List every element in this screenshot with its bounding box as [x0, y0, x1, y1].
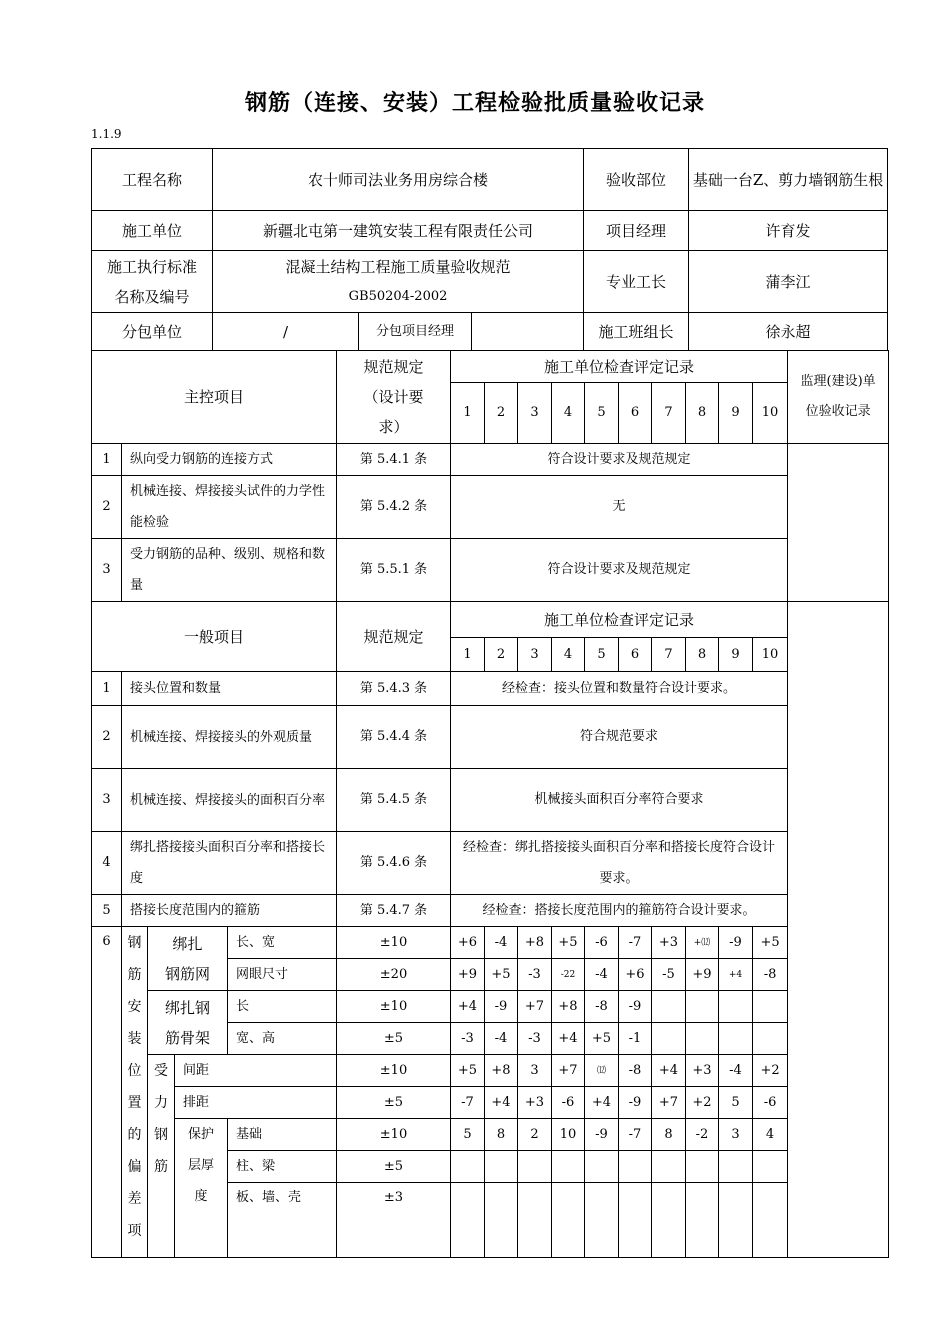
main-col-2: 2 [485, 383, 518, 444]
dev-row-tol: ±10 [337, 927, 451, 959]
main-row-no: 3 [92, 539, 122, 602]
standard [213, 251, 584, 313]
team-leader-label: 施工班组长 [584, 313, 689, 351]
dev-cell: +6 [451, 927, 485, 959]
supervision-label [788, 351, 889, 444]
dev-cell: -6 [753, 1087, 788, 1119]
deviation-char: 钢 [127, 935, 142, 951]
dev-cell: +4 [585, 1087, 619, 1119]
main-col-8: 8 [686, 383, 719, 444]
general-row-name: 搭接长度范围内的箍筋 [122, 895, 337, 927]
dev-cell: +9 [686, 959, 719, 991]
dev-cell [518, 1183, 552, 1258]
dev-cell [753, 1151, 788, 1183]
general-col-3: 3 [518, 638, 552, 672]
dev-cell: +7 [518, 991, 552, 1023]
dev-cell: -1 [619, 1023, 652, 1055]
general-row-result: 经检查：接头位置和数量符合设计要求。 [451, 672, 788, 706]
dev-row-tol: ±3 [337, 1183, 451, 1258]
dev-cell: +⑿ [686, 927, 719, 959]
dev-cell: +4 [451, 991, 485, 1023]
main-spec-label-1: 规范规定 [363, 358, 424, 376]
general-record-label: 施工单位检查评定记录 [451, 602, 788, 638]
dev-cell [485, 1183, 518, 1258]
dev-cell: -4 [719, 1055, 753, 1087]
main-col-9: 9 [719, 383, 753, 444]
deviation-char: 筋 [127, 967, 142, 983]
main-row-name: 机械连接、焊接接头试件的力学性能检验 [122, 476, 337, 539]
main-record-label: 施工单位检查评定记录 [451, 351, 788, 383]
dev-cell: +5 [585, 1023, 619, 1055]
dev-row-name: 基础 [228, 1119, 337, 1151]
dev-cell [719, 1023, 753, 1055]
dev-row-name: 板、墙、壳 [228, 1183, 337, 1258]
standard-name: 混凝土结构工程施工质量验收规范 [285, 257, 511, 276]
dev-cell: -8 [585, 991, 619, 1023]
dev-row-tol: ±5 [337, 1087, 451, 1119]
page-title: 钢筋（连接、安装）工程检验批质量验收记录 [244, 91, 705, 116]
general-row-result: 机械接头面积百分率符合要求 [451, 769, 788, 832]
general-col-9: 9 [719, 638, 753, 672]
dev-cell: -9 [719, 927, 753, 959]
deviation-char: 的 [127, 1127, 142, 1143]
dev-cell: +8 [485, 1055, 518, 1087]
dev-cell: +7 [652, 1087, 686, 1119]
general-col-1: 1 [451, 638, 485, 672]
general-row-clause: 第 5.4.3 条 [337, 672, 451, 706]
dev-cell: -7 [619, 1119, 652, 1151]
dev-cell: 5 [451, 1119, 485, 1151]
main-col-7: 7 [652, 383, 686, 444]
dev-cell: -8 [753, 959, 788, 991]
stressed-char: 力 [154, 1095, 168, 1111]
general-col-10: 10 [753, 638, 788, 672]
cover-label-3: 度 [194, 1189, 208, 1204]
dev-cell [652, 1183, 686, 1258]
dev-cell [585, 1183, 619, 1258]
general-row-no: 2 [92, 706, 122, 769]
dev-cell: -9 [585, 1119, 619, 1151]
main-row-clause: 第 5.5.1 条 [337, 539, 451, 602]
general-row-result: 经检查：搭接长度范围内的箍筋符合设计要求。 [451, 895, 788, 927]
deviation-char: 偏 [127, 1159, 142, 1175]
dev-row-tol: ±20 [337, 959, 451, 991]
general-row-no: 3 [92, 769, 122, 832]
dev-cell [652, 991, 686, 1023]
dev-cell [652, 1023, 686, 1055]
dev-cell [719, 991, 753, 1023]
general-row-clause: 第 5.4.6 条 [337, 832, 451, 895]
dev-cell: -3 [518, 959, 552, 991]
general-col-7: 7 [652, 638, 686, 672]
subcontractor: / [213, 313, 359, 351]
construction-unit-label: 施工单位 [92, 211, 213, 251]
general-col-8: 8 [686, 638, 719, 672]
dev-cell: 3 [719, 1119, 753, 1151]
dev-cell [518, 1151, 552, 1183]
deviation-char: 安 [127, 999, 142, 1015]
dev-cell [585, 1151, 619, 1183]
inspection-part: 基础一台Z、剪力墙钢筋生根 [689, 149, 888, 211]
frame-label-1: 绑扎钢 [164, 998, 210, 1017]
general-row-name: 绑扎搭接接头面积百分率和搭接长度 [122, 832, 337, 895]
main-col-10: 10 [753, 383, 788, 444]
dev-cell [686, 1183, 719, 1258]
frame-label [148, 991, 228, 1055]
general-row-name: 接头位置和数量 [122, 672, 337, 706]
mesh-label-1: 绑扎 [172, 934, 203, 953]
dev-cell: -4 [485, 927, 518, 959]
dev-cell: -9 [485, 991, 518, 1023]
standard-code: GB50204-2002 [348, 288, 448, 304]
general-row-no: 5 [92, 895, 122, 927]
general-row-clause: 第 5.4.7 条 [337, 895, 451, 927]
sub-manager [472, 313, 584, 351]
dev-cell [619, 1151, 652, 1183]
dev-cell: -8 [619, 1055, 652, 1087]
dev-cell: +7 [552, 1055, 585, 1087]
project-manager: 许育发 [689, 211, 888, 251]
project-manager-label: 项目经理 [584, 211, 689, 251]
general-row-name: 机械连接、焊接接头的外观质量 [122, 706, 337, 769]
stressed-label [148, 1055, 175, 1258]
main-row-result: 符合设计要求及规范规定 [451, 539, 788, 602]
stressed-char: 钢 [154, 1127, 168, 1143]
general-row-no: 4 [92, 832, 122, 895]
general-col-6: 6 [619, 638, 652, 672]
form-code: 1.1.9 [91, 127, 122, 141]
main-row-result: 无 [451, 476, 788, 539]
dev-cell: -9 [619, 991, 652, 1023]
dev-cell: -5 [652, 959, 686, 991]
general-row-name: 机械连接、焊接接头的面积百分率 [122, 769, 337, 832]
general-row-clause: 第 5.4.5 条 [337, 769, 451, 832]
main-col-1: 1 [451, 383, 485, 444]
cover-label-1: 保护 [187, 1127, 214, 1142]
dev-cell: +3 [652, 927, 686, 959]
dev-row-tol: ±10 [337, 1119, 451, 1151]
dev-cell: +5 [552, 927, 585, 959]
dev-cell: +6 [619, 959, 652, 991]
dev-cell: 4 [753, 1119, 788, 1151]
subcontractor-label: 分包单位 [92, 313, 213, 351]
dev-cell: +8 [552, 991, 585, 1023]
general-spec-label: 规范规定 [337, 602, 451, 672]
main-control-label: 主控项目 [92, 351, 337, 444]
dev-row-name: 宽、高 [228, 1023, 337, 1055]
project-name: 农十师司法业务用房综合楼 [213, 149, 584, 211]
dev-cell: -2 [686, 1119, 719, 1151]
deviation-no: 6 [92, 927, 122, 1258]
standard-label [92, 251, 213, 313]
stressed-char: 受 [154, 1063, 168, 1079]
sub-manager-label: 分包项目经理 [359, 313, 472, 351]
main-row-result: 符合设计要求及规范规定 [451, 444, 788, 476]
dev-cell: 8 [652, 1119, 686, 1151]
dev-cell: 3 [518, 1055, 552, 1087]
dev-row-tol: ±5 [337, 1023, 451, 1055]
dev-cell [753, 1023, 788, 1055]
dev-cell: +5 [485, 959, 518, 991]
dev-cell [686, 991, 719, 1023]
dev-cell [552, 1151, 585, 1183]
dev-cell: +3 [686, 1055, 719, 1087]
deviation-char: 位 [127, 1063, 142, 1079]
dev-cell: 5 [719, 1087, 753, 1119]
general-row-clause: 第 5.4.4 条 [337, 706, 451, 769]
general-col-5: 5 [585, 638, 619, 672]
main-col-5: 5 [585, 383, 619, 444]
dev-cell [451, 1183, 485, 1258]
deviation-char: 装 [127, 1031, 142, 1047]
dev-cell: -4 [485, 1023, 518, 1055]
general-row-result: 经检查：绑扎搭接接头面积百分率和搭接长度符合设计要求。 [451, 832, 788, 895]
standard-label-line-2: 名称及编号 [114, 287, 190, 306]
dev-cell [552, 1183, 585, 1258]
dev-cell: +2 [753, 1055, 788, 1087]
dev-row-name: 间距 [175, 1055, 337, 1087]
mesh-label-2: 钢筋网 [164, 964, 210, 983]
main-col-3: 3 [518, 383, 552, 444]
cover-label-2: 层厚 [187, 1158, 214, 1173]
dev-cell: ⑿ [585, 1055, 619, 1087]
dev-row-name: 柱、梁 [228, 1151, 337, 1183]
dev-cell [753, 991, 788, 1023]
inspection-table [91, 350, 889, 1258]
main-col-4: 4 [552, 383, 585, 444]
dev-cell: 2 [518, 1119, 552, 1151]
dev-cell [719, 1151, 753, 1183]
dev-cell [451, 1151, 485, 1183]
dev-cell: 10 [552, 1119, 585, 1151]
dev-cell: +9 [451, 959, 485, 991]
mesh-label [148, 927, 228, 991]
dev-row-name: 排距 [175, 1087, 337, 1119]
dev-cell: -4 [585, 959, 619, 991]
general-row-result: 符合规范要求 [451, 706, 788, 769]
dev-cell: -3 [518, 1023, 552, 1055]
dev-cell [619, 1183, 652, 1258]
dev-row-tol: ±10 [337, 1055, 451, 1087]
dev-cell: +5 [451, 1055, 485, 1087]
dev-row-name: 网眼尺寸 [228, 959, 337, 991]
header-table [91, 148, 888, 351]
general-col-4: 4 [552, 638, 585, 672]
main-row-clause: 第 5.4.1 条 [337, 444, 451, 476]
dev-cell: -3 [451, 1023, 485, 1055]
supervision-label-1: 监理(建设)单 [800, 374, 876, 389]
dev-cell: 8 [485, 1119, 518, 1151]
foreman-label: 专业工长 [584, 251, 689, 313]
dev-cell [686, 1023, 719, 1055]
dev-cell: -22 [552, 959, 585, 991]
main-row-no: 1 [92, 444, 122, 476]
stressed-char: 筋 [154, 1159, 168, 1175]
dev-cell [485, 1151, 518, 1183]
dev-cell [686, 1151, 719, 1183]
dev-row-name: 长、宽 [228, 927, 337, 959]
dev-cell: -7 [619, 927, 652, 959]
dev-cell: +8 [518, 927, 552, 959]
dev-cell: -6 [552, 1087, 585, 1119]
dev-cell: +4 [485, 1087, 518, 1119]
deviation-char: 项 [127, 1223, 142, 1239]
main-spec-label-2: （设计要 [363, 388, 424, 406]
main-row-name: 受力钢筋的品种、级别、规格和数量 [122, 539, 337, 602]
construction-unit: 新疆北屯第一建筑安装工程有限责任公司 [213, 211, 584, 251]
dev-cell: -7 [451, 1087, 485, 1119]
dev-cell [753, 1183, 788, 1258]
general-supervision-cell [788, 602, 889, 1258]
cover-label [175, 1119, 228, 1258]
dev-cell [719, 1183, 753, 1258]
dev-cell: +4 [652, 1055, 686, 1087]
supervision-label-2: 位验收记录 [805, 404, 871, 419]
dev-cell: -6 [585, 927, 619, 959]
main-col-6: 6 [619, 383, 652, 444]
dev-row-name: 长 [228, 991, 337, 1023]
dev-cell: -9 [619, 1087, 652, 1119]
team-leader: 徐永超 [689, 313, 888, 351]
foreman: 蒲李江 [689, 251, 888, 313]
main-row-name: 纵向受力钢筋的连接方式 [122, 444, 337, 476]
dev-cell: +5 [753, 927, 788, 959]
dev-row-tol: ±10 [337, 991, 451, 1023]
dev-row-tol: ±5 [337, 1151, 451, 1183]
frame-label-2: 筋骨架 [164, 1028, 210, 1047]
main-supervision-cell [788, 444, 889, 602]
general-col-2: 2 [485, 638, 518, 672]
dev-cell: +2 [686, 1087, 719, 1119]
dev-cell: +4 [719, 959, 753, 991]
dev-cell: +4 [552, 1023, 585, 1055]
main-row-clause: 第 5.4.2 条 [337, 476, 451, 539]
inspection-part-label: 验收部位 [584, 149, 689, 211]
standard-label-line-1: 施工执行标准 [106, 257, 197, 276]
dev-cell: +3 [518, 1087, 552, 1119]
main-spec-label [337, 351, 451, 444]
general-label: 一般项目 [92, 602, 337, 672]
dev-cell [652, 1151, 686, 1183]
deviation-char: 差 [127, 1191, 142, 1207]
deviation-char: 置 [127, 1095, 142, 1111]
general-row-no: 1 [92, 672, 122, 706]
deviation-vertical-label [122, 927, 148, 1258]
project-name-label: 工程名称 [92, 149, 213, 211]
main-row-no: 2 [92, 476, 122, 539]
main-spec-label-3: 求） [378, 418, 409, 436]
